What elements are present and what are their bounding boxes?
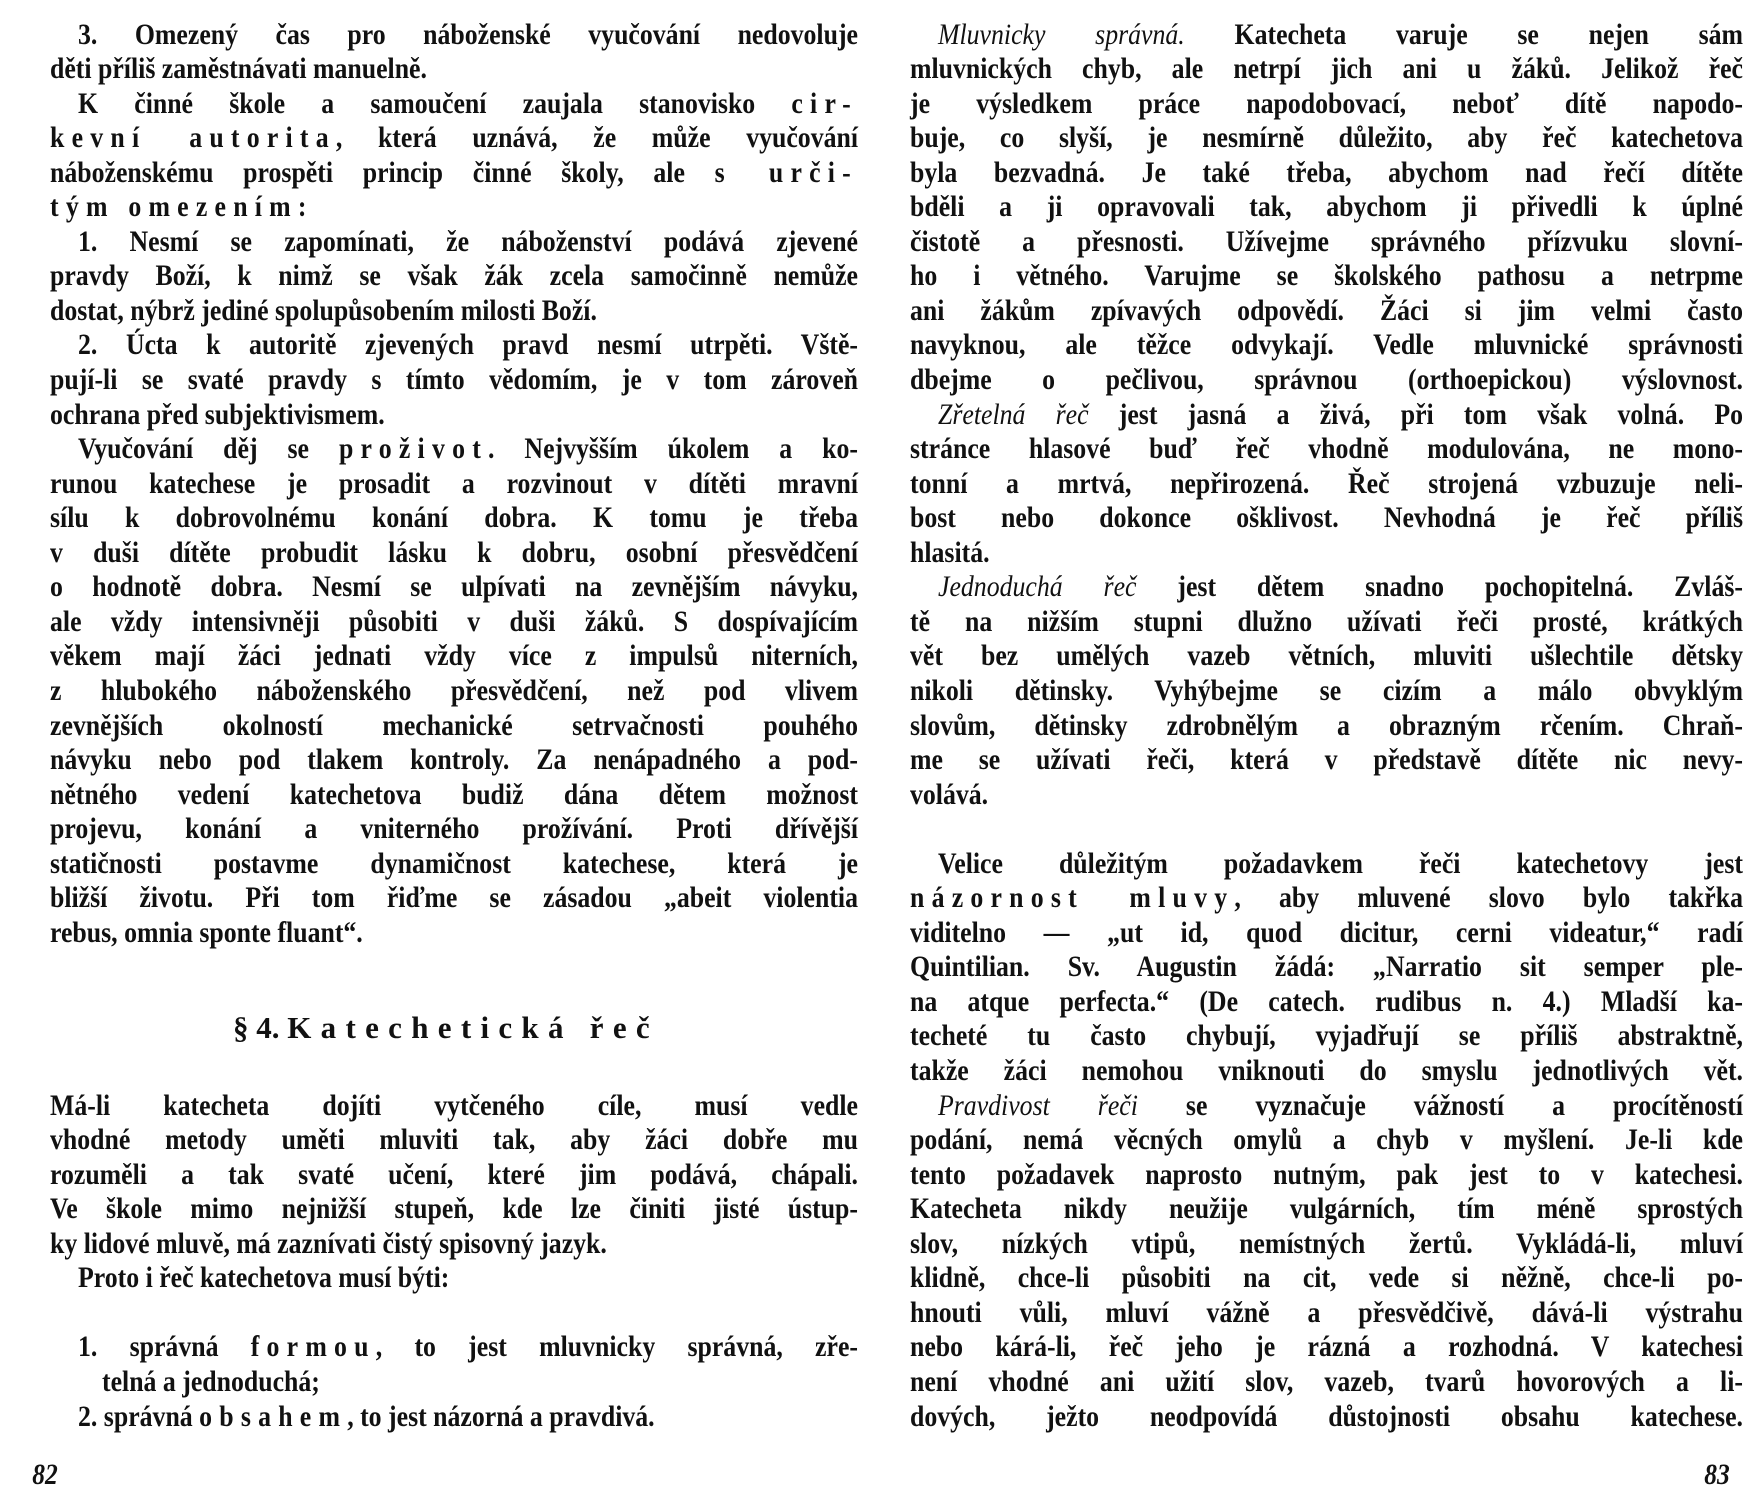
text-line — [50, 155, 858, 190]
text-line — [910, 327, 1743, 362]
text-run: vhodné metody uměti mluviti tak, aby žáci dobře mu — [50, 1123, 858, 1157]
text-run: takže žáci nemohou vniknouti do smyslu jednotlivých vět. — [910, 1054, 1744, 1087]
text-run: , to jest mluvnicky správná, zře- — [375, 1330, 859, 1364]
page-number: 82 — [32, 1458, 58, 1491]
text-line — [910, 258, 1743, 293]
text-line — [910, 984, 1743, 1019]
spaced-emphasis: cir- — [791, 86, 858, 120]
text-run: , to jest názorná a pravdivá. — [347, 1399, 655, 1433]
text-line — [910, 293, 1743, 328]
section-heading — [0, 1010, 892, 1046]
text-run: volává. — [910, 777, 989, 811]
text-line — [50, 777, 858, 812]
text-line — [910, 431, 1743, 466]
text-run: návyku nebo pod tlakem kontroly. Za nenápadného a pod- — [50, 743, 859, 777]
text-line — [910, 742, 1743, 777]
text-run: Ve škole mimo nejnižší stupeň, kde lze činiti jisté ústup- — [50, 1192, 858, 1226]
text-line — [938, 846, 1743, 881]
text-line — [50, 1226, 858, 1261]
text-line — [910, 535, 1743, 570]
text-run: není vhodné ani užití slov, vazeb, tvarů hovorových a li- — [910, 1364, 1743, 1398]
text-run: ale vždy intensivněji působiti v duši žáků. S dospívajícím — [50, 604, 858, 638]
text-run: viditelno — „ut id, quod dicitur, cerni videatur,“ radí — [910, 915, 1743, 949]
text-run: rebus, omnia sponte fluant“. — [50, 915, 363, 949]
text-run: Quintilian. Sv. Augustin žádá: „Narratio sit semper ple- — [910, 950, 1743, 984]
section-title: Katechetická řeč — [287, 1010, 659, 1045]
text-line — [910, 1260, 1743, 1295]
text-run: K činné škole a samoučení zaujala stanovisko — [78, 86, 792, 120]
italic-term: Zřetelná řeč — [938, 397, 1089, 431]
italic-term: Mluvnicky správná. — [938, 17, 1185, 51]
text-line — [910, 1157, 1743, 1192]
text-line — [50, 1191, 858, 1226]
text-run: 1. správná — [78, 1330, 251, 1364]
text-run: věkem mají žáci jednati vždy více z impulsů niterních, — [50, 639, 858, 673]
text-run: na atque perfecta.“ (De catech. rudibus n. 4.) Mladší ka- — [910, 984, 1744, 1018]
italic-term: Pravdivost řeči — [938, 1088, 1138, 1122]
text-run: Vyučování děj se — [78, 432, 339, 466]
text-run: vět bez umělých vazeb větních, mluviti ušlechtile dětsky — [910, 639, 1744, 673]
text-run: tento požadavek naprosto nutným, pak jest to v katechesi. — [910, 1157, 1744, 1191]
text-line — [78, 1260, 858, 1295]
text-line — [50, 742, 858, 777]
text-line — [910, 1053, 1743, 1088]
text-run: stránce hlasové buď řeč vhodně modulována, ne mono- — [910, 432, 1744, 466]
text-run: klidně, chce-li působiti na cit, vede si něžně, chce-li po- — [910, 1261, 1744, 1295]
text-line — [910, 189, 1743, 224]
text-line — [910, 86, 1743, 121]
text-run: ani žákům zpívavých odpovědí. Žáci si jim velmi často — [910, 293, 1743, 327]
text-run: hnouti vůli, mluví vážně a přesvědčivě, dává-li výstrahu — [910, 1295, 1744, 1329]
text-run: Katecheta nikdy neužije vulgárních, tím méně sprostých — [910, 1192, 1744, 1226]
text-line — [910, 466, 1743, 501]
text-line — [910, 1295, 1743, 1330]
text-run: pují-li se svaté pravdy s tímto vědomím, je v tom zároveň — [50, 363, 858, 396]
text-line — [938, 569, 1743, 604]
text-run: , aby mluvené slovo bylo takřka — [1234, 881, 1743, 915]
text-run: náboženskému prospěti princip činné školy, ale — [50, 155, 715, 189]
spaced-emphasis: názornost mluvy — [910, 881, 1235, 915]
text-run: , která uznává, že může vyučování — [335, 121, 859, 155]
text-run: . Nejvyšším úkolem a ko- — [488, 432, 858, 466]
italic-term: Jednoduchá řeč — [938, 570, 1137, 604]
text-line — [50, 362, 858, 397]
text-run: mluvnických chyb, ale netrpí jich ani u žáků. Jelikož řeč — [910, 52, 1744, 86]
text-line — [910, 1364, 1743, 1399]
text-run: me se užívati řeči, která v představě dítěte nic nevy- — [910, 743, 1744, 777]
text-run: jest jasná a živá, při tom však volná. Po — [1088, 397, 1744, 431]
text-run: slov, nízkých vtipů, nemístných žertů. Vykládá-li, mluví — [910, 1226, 1744, 1260]
text-run: byla bezvadná. Je také třeba, abychom nad řečí dítěte — [910, 155, 1744, 189]
text-line — [910, 155, 1743, 190]
text-run: dbejme o pečlivou, správnou (orthoepickou) výslovnost. — [910, 363, 1744, 396]
text-run: 1. Nesmí se zapomínati, že náboženství podává zjevené — [78, 224, 858, 258]
text-line — [910, 880, 1743, 915]
text-run: ho i větného. Varujme se školského pathosu a netrpme — [910, 259, 1744, 293]
text-line — [910, 777, 1743, 812]
text-line — [50, 915, 858, 950]
text-run: zevnějších okolností mechanické setrvačnosti pouhého — [50, 708, 859, 742]
text-line — [78, 17, 858, 52]
text-line — [910, 1329, 1743, 1364]
text-line — [910, 224, 1743, 259]
text-line — [50, 811, 858, 846]
text-line — [50, 673, 858, 708]
text-line — [910, 362, 1743, 397]
text-line — [910, 949, 1743, 984]
spaced-emphasis: proživot — [338, 432, 489, 466]
text-run: projevu, konání a vniterného prožívání. Proti dřívější — [50, 812, 858, 846]
text-run: buje, co slyší, je nesmírně důležito, aby řeč katechetova — [910, 121, 1744, 155]
text-run: rozuměli a tak svaté učení, které jim podává, chápali. — [50, 1157, 858, 1191]
text-run: 2. Úcta k autoritě zjevených pravd nesmí utrpěti. Vště- — [78, 328, 858, 362]
text-line — [50, 466, 858, 501]
text-run: podání, nemá věcných omylů a chyb v myšlení. Je-li kde — [910, 1123, 1744, 1157]
text-line — [910, 638, 1743, 673]
text-run: ochrana před subjektivismem. — [50, 397, 385, 431]
text-line — [938, 17, 1743, 52]
text-line — [910, 708, 1743, 743]
text-run: Velice důležitým požadavkem řeči katechetovy jest — [938, 846, 1744, 880]
text-run: ky lidové mluvě, má zaznívati čistý spisovný jazyk. — [50, 1226, 607, 1260]
text-run: bděli a ji opravovali tak, abychom ji přivedli k úplné — [910, 190, 1744, 224]
text-line — [50, 846, 858, 881]
text-run: navyknou, ale těžce odvykají. Vedle mluvnické správnosti — [910, 328, 1744, 362]
text-line — [910, 1399, 1743, 1434]
text-run: čistotě a přesnosti. Užívejme správného přízvuku slovní- — [910, 224, 1744, 258]
text-run: z hlubokého náboženského přesvědčení, než pod vlivem — [50, 673, 859, 707]
text-line — [78, 1399, 858, 1434]
text-line — [910, 500, 1743, 535]
text-run: pravdy Boží, k nimž se však žák zcela samočinně nemůže — [50, 259, 858, 293]
text-line — [910, 915, 1743, 950]
text-line — [50, 500, 858, 535]
section-number: § 4. — [233, 1010, 280, 1045]
text-run: Má-li katecheta dojíti vytčeného cíle, musí vedle — [50, 1088, 858, 1122]
text-line — [910, 51, 1743, 86]
text-line — [50, 189, 858, 224]
text-run: o hodnotě dobra. Nesmí se ulpívati na zevnějším návyku, — [50, 570, 858, 604]
text-line — [50, 1088, 858, 1123]
text-line — [50, 569, 858, 604]
text-line — [78, 1329, 858, 1364]
text-run: dových, ježto neodpovídá důstojnosti obsahu katechese. — [910, 1399, 1744, 1433]
text-line — [938, 397, 1743, 432]
text-line — [50, 638, 858, 673]
text-run: tonní a mrtvá, nepřirozená. Řeč strojená vzbuzuje neli- — [910, 466, 1744, 500]
text-line — [50, 51, 858, 86]
text-run: slovům, dětinsky zdrobnělým a obrazným rčením. Chraň- — [910, 708, 1744, 742]
text-run: dostat, nýbrž jediné spolupůsobením milosti Boží. — [50, 293, 597, 327]
spaced-emphasis: tým omezením: — [50, 190, 314, 224]
text-line — [938, 1088, 1743, 1123]
text-line — [910, 604, 1743, 639]
text-line — [50, 1122, 858, 1157]
text-line — [50, 604, 858, 639]
text-run: statičnosti postavme dynamičnost katechese, která je — [50, 846, 858, 880]
text-line — [50, 397, 858, 432]
text-run: děti příliš zaměstnávati manuelně. — [50, 52, 427, 86]
text-run: bližší životu. Při tom řiďme se zásadou „abeit violentia — [50, 881, 858, 915]
text-line — [50, 708, 858, 743]
text-run: nikoli dětinsky. Vyhýbejme se cizím a málo obvyklým — [910, 673, 1743, 707]
text-line — [78, 224, 858, 259]
page-number: 83 — [1704, 1458, 1730, 1491]
text-run: tě na nižším stupni dlužno užívati řeči prosté, krátkých — [910, 604, 1744, 638]
text-run: Katecheta varuje se nejen sám — [1184, 17, 1744, 51]
text-line — [50, 120, 858, 155]
right-page — [880, 0, 1760, 1500]
text-run: bost nebo dokonce ošklivost. Nevhodná je řeč příliš — [910, 501, 1743, 535]
text-run: 2. správná — [78, 1399, 200, 1433]
text-run: se vyznačuje vážností a procítěností — [1137, 1088, 1743, 1122]
text-run: Proto i řeč katechetova musí býti: — [78, 1261, 450, 1295]
text-run: 3. Omezený čas pro náboženské vyučování nedovoluje — [78, 17, 859, 51]
text-line — [78, 431, 858, 466]
text-run: techeté tu často chybují, vyjadřují se příliš abstraktně, — [910, 1019, 1744, 1053]
text-line — [50, 535, 858, 570]
text-run: hlasitá. — [910, 535, 990, 569]
text-line — [50, 293, 858, 328]
spaced-emphasis: obsahem — [199, 1399, 348, 1433]
text-run: v duši dítěte probudit lásku k dobru, osobní přesvědčení — [50, 535, 858, 569]
text-line — [102, 1364, 858, 1399]
spaced-emphasis: formou — [250, 1330, 376, 1364]
text-run: sílu k dobrovolnému konání dobra. K tomu je třeba — [50, 501, 858, 535]
spaced-emphasis: kevní autorita — [50, 121, 336, 155]
text-line — [50, 880, 858, 915]
spaced-emphasis: s urči- — [714, 155, 859, 189]
text-line — [910, 1191, 1743, 1226]
text-line — [50, 1157, 858, 1192]
text-run: nebo kárá-li, řeč jeho je rázná a rozhodná. V katechesi — [910, 1330, 1743, 1364]
text-line — [78, 86, 858, 121]
text-run: nětného vedení katechetova budiž dána dětem možnost — [50, 777, 858, 811]
text-line — [50, 258, 858, 293]
text-line — [78, 327, 858, 362]
text-line — [910, 120, 1743, 155]
text-run: telná a jednoduchá; — [102, 1364, 320, 1398]
text-line — [910, 1226, 1743, 1261]
text-line — [910, 1122, 1743, 1157]
text-line — [910, 1018, 1743, 1053]
text-run: runou katechese je prosadit a rozvinout v dítěti mravní — [50, 466, 859, 500]
text-run: je výsledkem práce napodobovací, neboť dítě napodo- — [910, 86, 1744, 120]
text-run: jest dětem snadno pochopitelná. Zvláš- — [1136, 570, 1743, 604]
text-line — [910, 673, 1743, 708]
